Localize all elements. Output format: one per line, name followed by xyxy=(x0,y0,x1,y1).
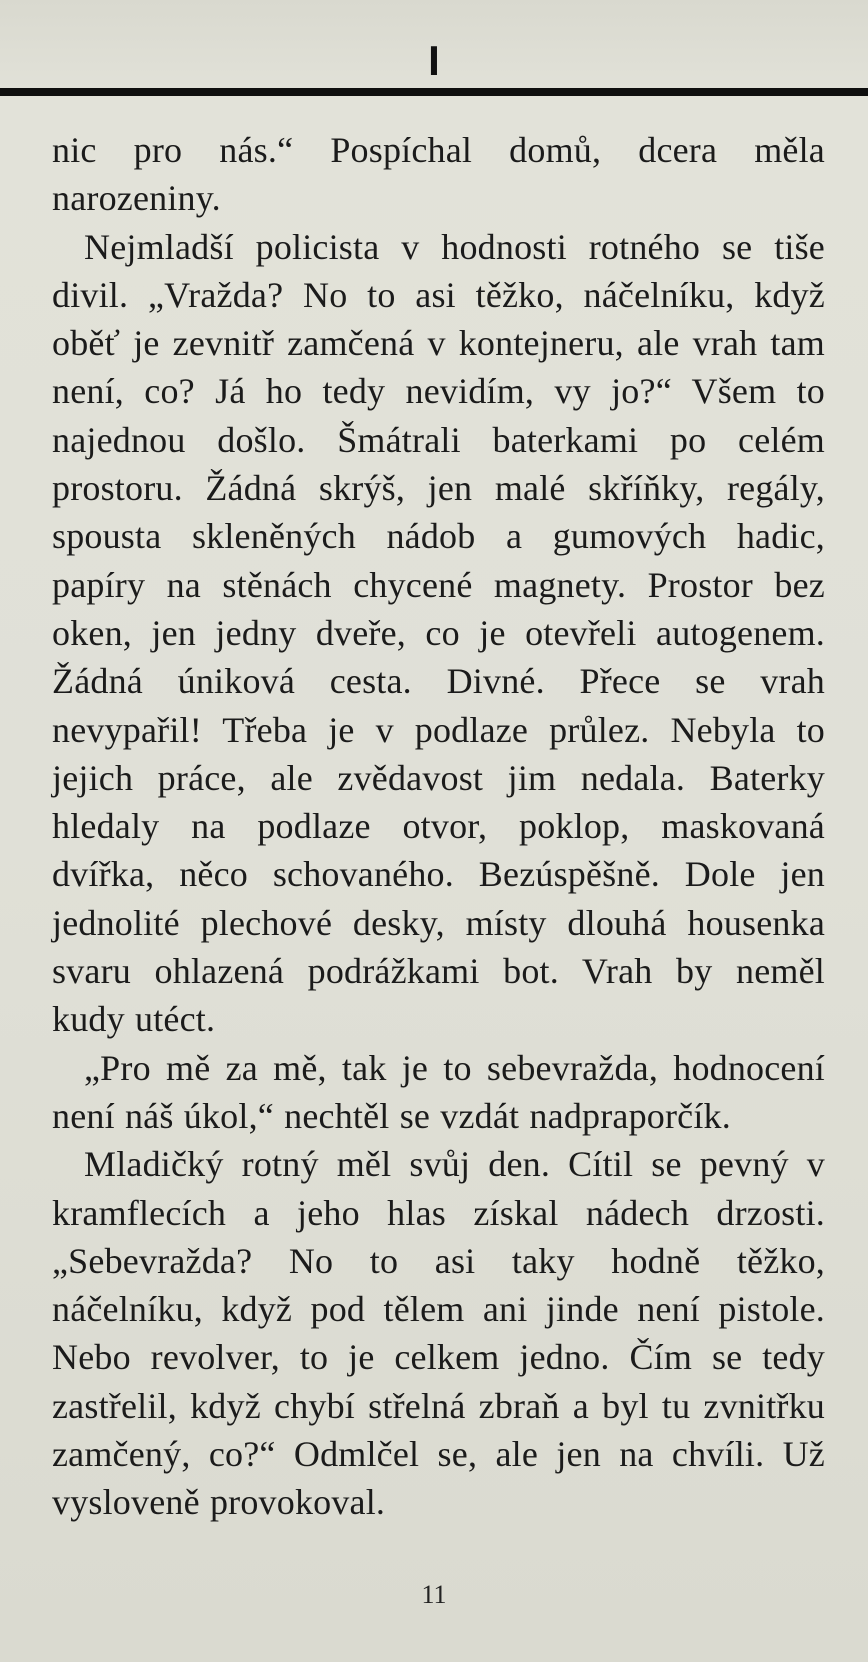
chapter-mark: I xyxy=(428,37,440,84)
paragraph: Mladičký rotný měl svůj den. Cítil se pevný v kramflecích a jeho hlas získal nádech drzosti. „Sebevražda? No to asi taky hodně těžko, náčelníku, když pod tělem ani jinde není pistole. Nebo revolver, to je celkem jedno. Čím se tedy zastřelil, když chybí střelná zbraň a byl tu zvnitřku zamčený, co?“ Odmlčel se, ale jen na chvíli. Už vysloveně provokoval. xyxy=(52,1144,825,1523)
paragraph: „Pro mě za mě, tak je to sebevražda, hodnocení není náš úkol,“ nechtěl se vzdát nadpraporčík. xyxy=(52,1047,825,1136)
header-rule xyxy=(0,88,868,96)
paragraph: Nejmladší policista v hodnosti rotného se tiše divil. „Vražda? No to asi těžko, náčelníku, když oběť je zevnitř zamčená v kontejneru, ale vrah tam není, co? Já ho tedy nevidím, vy jo?“ Všem to najednou došlo. Šmátrali baterkami po celém prostoru. Žádná skrýš, jen malé skříňky, regály, spousta skleněných nádob a gumových hadic, papíry na stěnách chycené magnety. Prostor bez oken, jen jedny dveře, co je otevřeli autogenem. Žádná úniková cesta. Divné. Přece se vrah nevypařil! Třeba je v podlaze průlez. Nebyla to jejich práce, ale zvědavost jim nedala. Baterky hledaly na podlaze otvor, poklop, maskovaná dvířka, něco schovaného. Bezúspěšně. Dole jen jednolité plechové desky, místy dlouhá housenka svaru ohlazená podrážkami bot. Vrah by neměl kudy utéct. xyxy=(52,226,825,1040)
paragraph: nic pro nás.“ Pospíchal domů, dcera měla narozeniny. xyxy=(52,130,825,219)
body-text xyxy=(52,126,825,1527)
page-number: 11 xyxy=(421,1580,447,1609)
